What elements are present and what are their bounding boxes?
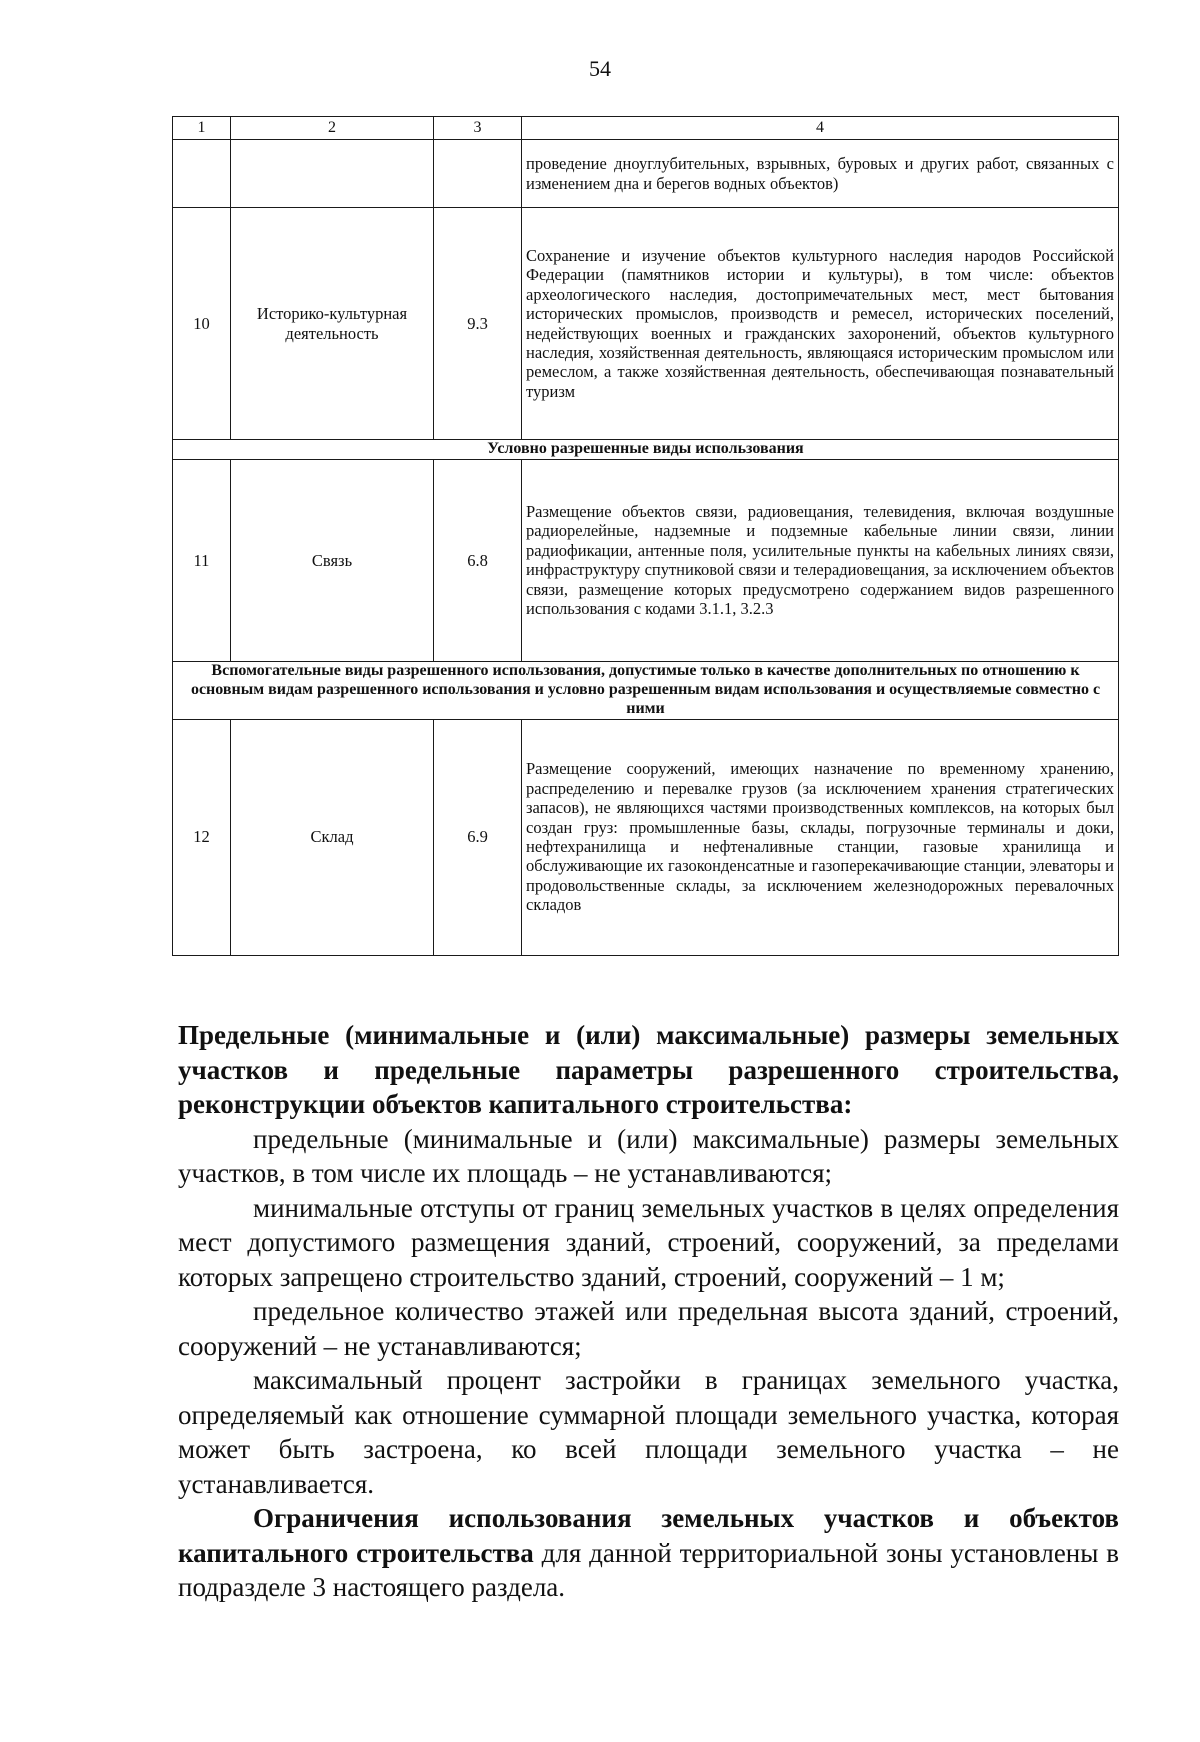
use-type-description: проведение дноуглубительных, взрывных, буровых и других работ, связанных с изменением дна и берегов водных объектов) [522,140,1119,208]
table-row [173,719,1119,955]
parameter-item: максимальный процент застройки в границах земельного участка, определяемый как отношение суммарной площади земельного участка, которая может быть застроена, ко всей площади земельного участка – не устанавливается. [178,1365,1119,1499]
section-title: Условно разрешенные виды использования [173,440,1119,460]
parameters-text [178,1018,1119,1605]
parameter-item: минимальные отступы от границ земельных участков в целях определения мест допустимого размещения зданий, строений, сооружений, за пределами которых запрещено строительство зданий, строений, сооружений – 1 м; [178,1192,1119,1292]
section-title: Вспомогательные виды разрешенного использования, допустимые только в качестве дополнительных по отношению к основным видам разрешенного использования и условно разрешенным видам использования и осуществляемые совместно с ними [173,661,1119,719]
table-row [173,459,1119,661]
parameter-item: предельное количество этажей или предельная высота зданий, строений, сооружений – не устанавливаются; [178,1296,1119,1361]
row-number: 11 [173,459,231,661]
use-type-code: 9.3 [434,208,522,440]
row-number [173,140,231,208]
use-type-name: Склад [231,719,434,955]
restrictions-rest: для данной территориальной зоны установлены в подразделе 3 настоящего раздела. [178,1537,1119,1602]
parameters-heading: Предельные (минимальные и (или) максимальные) размеры земельных участков и предельные параметры разрешенного строительства, реконструкции объектов капитального строительства: [178,1020,1119,1119]
use-type-description: Сохранение и изучение объектов культурного наследия народов Российской Федерации (памятников истории и культуры), в том числе: объектов археологического наследия, достопримечательных мест, мест бытования исторических промыслов, производств и ремесел, исторических поселений, недействующих военных и гражданских захоронений, объектов культурного наследия, хозяйственная деятельность, являющаяся историческим промыслом или ремеслом, а также хозяйственная деятельность, обеспечивающая познавательный туризм [522,208,1119,440]
column-number: 4 [522,117,1119,140]
row-number: 10 [173,208,231,440]
section-row [173,661,1119,719]
restrictions-bold: Ограничения использования земельных участков и объектов капитального строительства [178,1503,1119,1568]
table-row [173,208,1119,440]
use-type-description: Размещение объектов связи, радиовещания, телевидения, включая воздушные радиорелейные, надземные и подземные кабельные линии связи, линии радиофикации, антенные поля, усилительные пункты на кабельных линиях связи, инфраструктуру спутниковой связи и телерадиовещания, за исключением объектов связи, размещение которых предусмотрено содержанием видов разрешенного использования с кодами 3.1.1, 3.2.3 [522,459,1119,661]
column-number: 3 [434,117,522,140]
use-type-name: Историко-культурная деятельность [231,208,434,440]
column-number: 2 [231,117,434,140]
use-type-description: Размещение сооружений, имеющих назначение по временному хранению, распределению и перевалке грузов (за исключением хранения стратегических запасов), не являющихся частями производственных комплексов, на которых был создан груз: промышленные базы, склады, погрузочные терминалы и доки, нефтехранилища и нефтеналивные станции, газовые хранилища и обслуживающие их газоконденсатные и газоперекачивающие станции, элеваторы и продовольственные склады, за исключением железнодорожных перевалочных складов [522,719,1119,955]
page-number: 54 [589,56,611,81]
table-row [173,140,1119,208]
use-type-name: Связь [231,459,434,661]
use-type-code [434,140,522,208]
parameter-item: предельные (минимальные и (или) максимальные) размеры земельных участков, в том числе их площадь – не устанавливаются; [178,1123,1119,1188]
section-row [173,440,1119,460]
restrictions-paragraph [178,1501,1119,1605]
use-type-name [231,140,434,208]
column-number-row [173,117,1119,140]
use-type-code: 6.9 [434,719,522,955]
row-number: 12 [173,719,231,955]
land-use-table [172,116,1119,956]
column-number: 1 [173,117,231,140]
use-type-code: 6.8 [434,459,522,661]
